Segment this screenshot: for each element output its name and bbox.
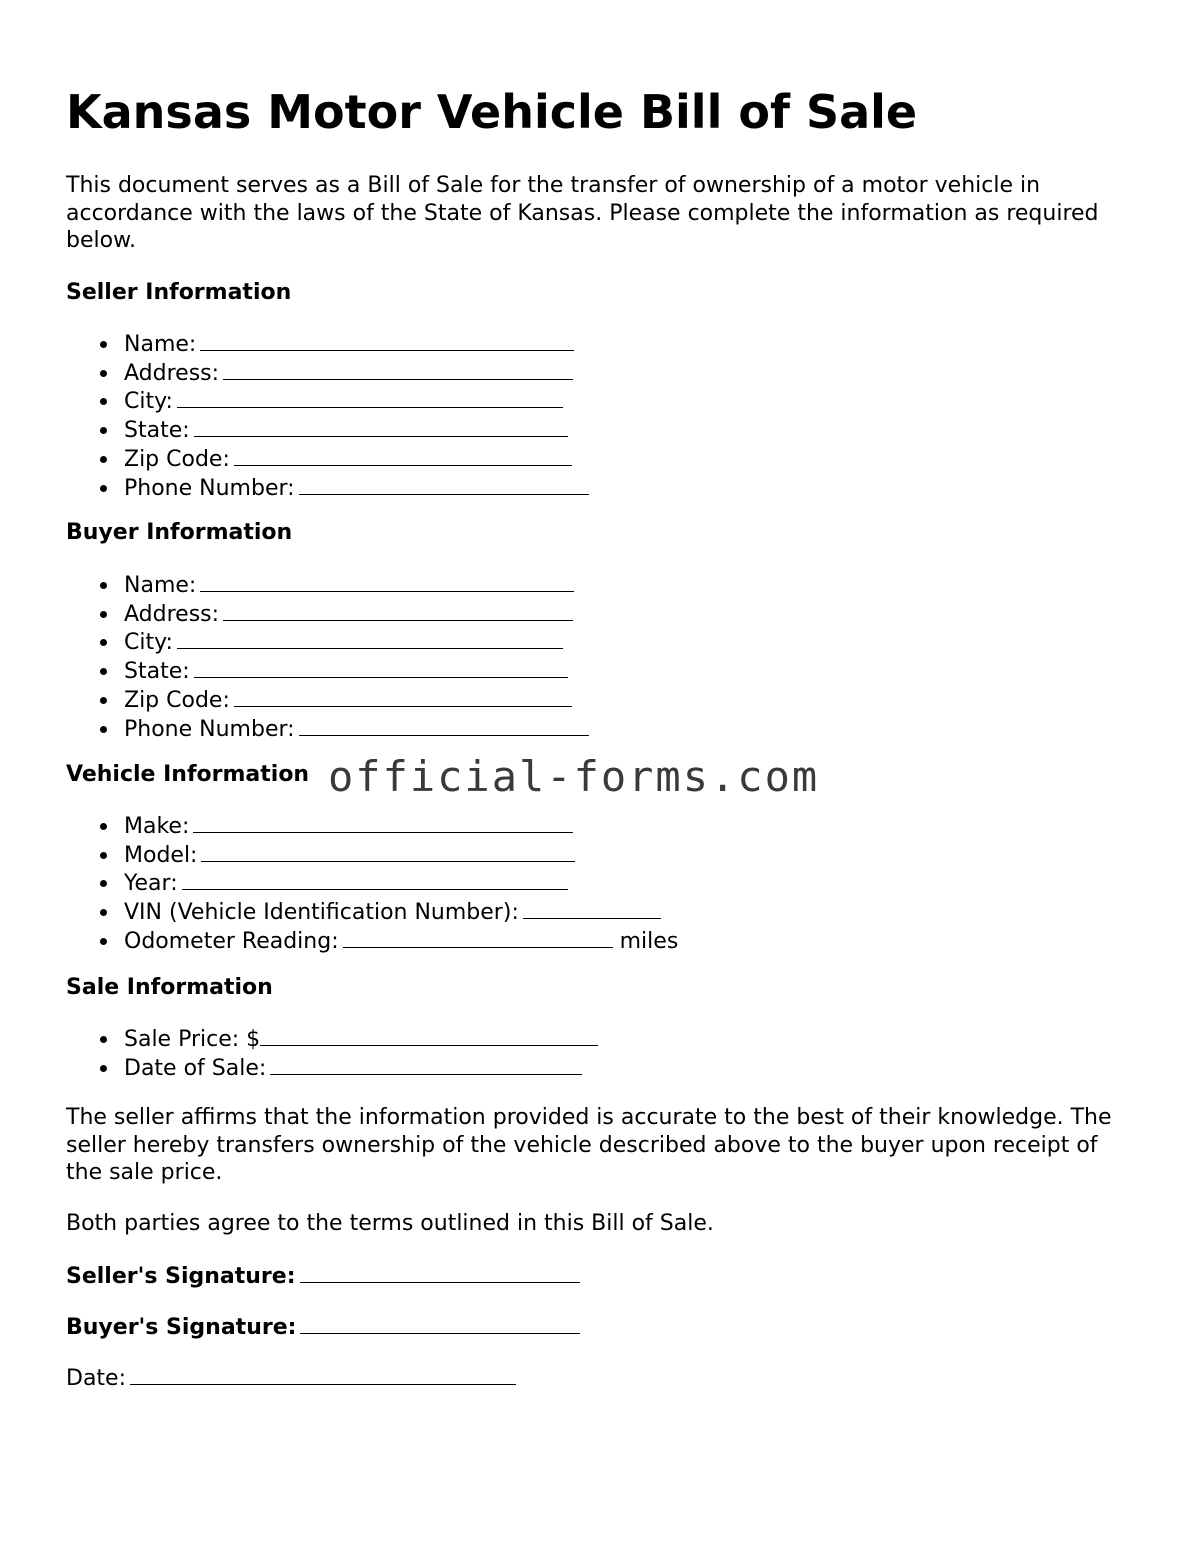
vehicle-make-blank[interactable] [193,812,573,833]
buyer-phone-blank[interactable] [299,715,589,736]
sale-fields [66,1025,598,1082]
vehicle-year-field[interactable]: Year: [124,869,678,898]
seller-state-blank[interactable] [194,416,568,437]
vehicle-model-blank[interactable] [201,841,575,862]
sale-heading: Sale Information [66,975,273,1000]
seller-state-field[interactable]: State: [124,416,589,445]
seller-address-field[interactable]: Address: [124,359,589,388]
sale-price-blank[interactable] [260,1025,598,1046]
seller-phone-blank[interactable] [299,474,589,495]
vehicle-model-field[interactable]: Model: [124,841,678,870]
vehicle-heading: Vehicle Information [66,762,310,787]
intro-paragraph: This document serves as a Bill of Sale for the transfer of ownership of a motor vehicle in accordance with the laws of the State of Kansas. Please complete the information as required below. [66,173,1099,254]
seller-city-blank[interactable] [177,387,563,408]
buyer-state-blank[interactable] [194,657,568,678]
seller-zip-blank[interactable] [234,445,572,466]
vehicle-fields [66,812,678,956]
vehicle-odometer-field[interactable]: Odometer Reading: miles [124,928,679,954]
buyer-state-field[interactable]: State: [124,657,589,686]
sale-price-field[interactable]: Sale Price: $ [124,1025,598,1054]
buyer-fields [66,571,589,743]
seller-city-field[interactable]: City: [124,387,589,416]
agreement-paragraph: Both parties agree to the terms outlined in this Bill of Sale. [66,1211,714,1236]
odometer-unit: miles [619,928,679,954]
sale-date-blank[interactable] [270,1054,582,1075]
buyer-name-blank[interactable] [200,571,574,592]
vehicle-year-blank[interactable] [182,869,568,890]
seller-heading: Seller Information [66,280,292,305]
seller-name-blank[interactable] [200,330,574,351]
buyer-signature-line[interactable]: Buyer's Signature: [66,1313,580,1342]
buyer-zip-blank[interactable] [234,686,572,707]
affirmation-paragraph: The seller affirms that the information provided is accurate to the best of their knowledge. The seller hereby transfers ownership of the vehicle described above to the buyer upon receipt of the sale price. [66,1105,1112,1186]
vehicle-odometer-blank[interactable] [343,927,613,948]
sale-date-field[interactable]: Date of Sale: [124,1054,598,1083]
vehicle-make-field[interactable]: Make: [124,812,678,841]
buyer-phone-field[interactable]: Phone Number: [124,715,589,744]
seller-zip-field[interactable]: Zip Code: [124,445,589,474]
seller-signature-line[interactable]: Seller's Signature: [66,1262,580,1291]
vehicle-vin-blank[interactable] [523,898,661,919]
watermark-text: official-forms.com [328,752,820,801]
buyer-city-blank[interactable] [177,628,563,649]
seller-phone-field[interactable]: Phone Number: [124,474,589,503]
buyer-address-blank[interactable] [223,600,573,621]
document-title: Kansas Motor Vehicle Bill of Sale [66,85,918,139]
buyer-zip-field[interactable]: Zip Code: [124,686,589,715]
vehicle-vin-field[interactable]: VIN (Vehicle Identification Number): [124,898,678,927]
signature-date-line[interactable]: Date: [66,1364,516,1393]
buyer-name-field[interactable]: Name: [124,571,589,600]
seller-signature-blank[interactable] [300,1262,580,1283]
seller-name-field[interactable]: Name: [124,330,589,359]
buyer-city-field[interactable]: City: [124,628,589,657]
buyer-signature-blank[interactable] [300,1313,580,1334]
signature-date-blank[interactable] [130,1364,516,1385]
seller-fields [66,330,589,502]
buyer-address-field[interactable]: Address: [124,600,589,629]
buyer-heading: Buyer Information [66,520,293,545]
seller-address-blank[interactable] [223,359,573,380]
